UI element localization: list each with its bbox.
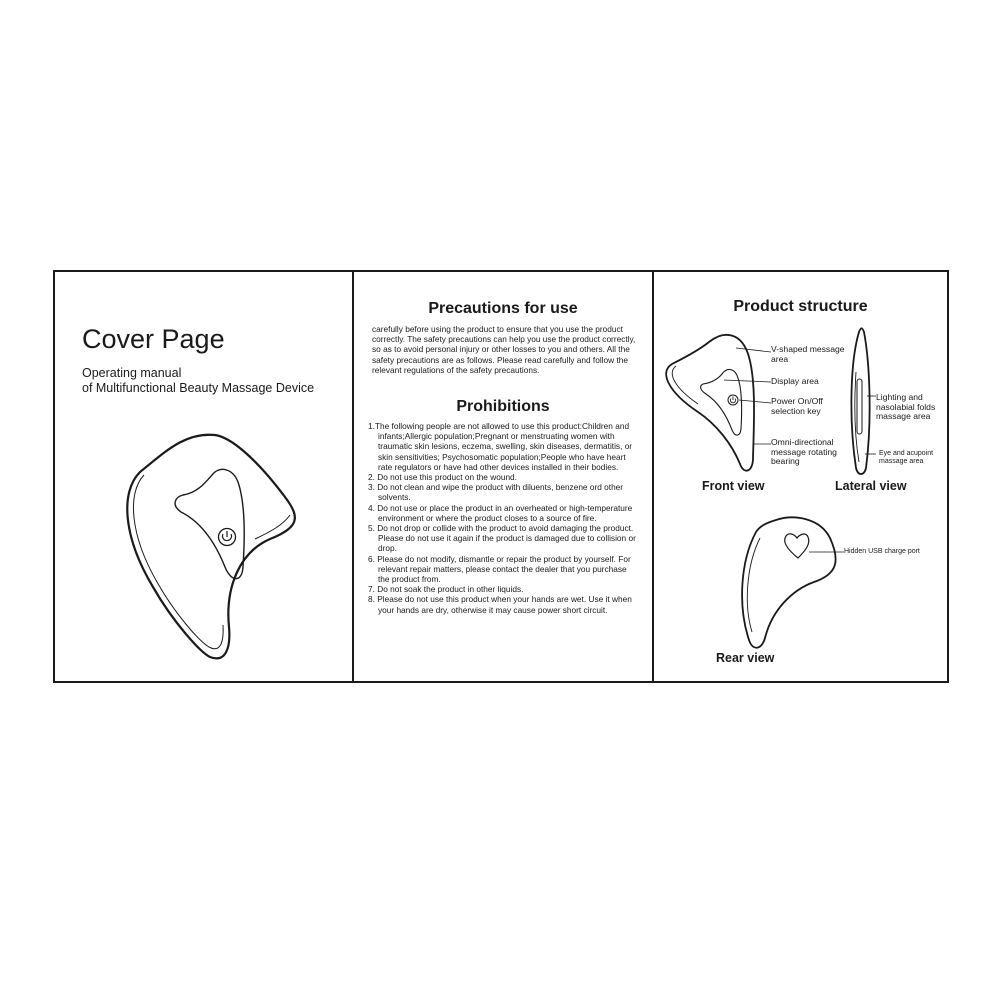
prohibitions-title: Prohibitions: [456, 398, 550, 415]
label-display: Display area: [771, 376, 819, 386]
structure-panel: [652, 272, 947, 681]
prohibition-item: 4. Do not use or place the product in an overheated or high-temperature environment or where the product closes to a source of fire.: [368, 502, 633, 523]
front-view-leaders: [724, 348, 771, 444]
power-icon: [728, 395, 738, 405]
label-lighting: Lighting and nasolabial folds massage area: [876, 392, 936, 422]
label-eye: Eye and acupoint massage area: [879, 450, 934, 465]
prohibitions-list: [368, 421, 638, 615]
structure-title: Product structure: [733, 298, 868, 315]
lateral-view-label: Lateral view: [835, 479, 907, 493]
label-usb: Hidden USB charge port: [844, 548, 920, 555]
prohibition-item: 5. Do not drop or collide with the product to avoid damaging the product. Please do not use it again if the product is damaged due to collision or drop.: [368, 523, 636, 554]
cover-panel: [55, 272, 352, 681]
precautions-title: Precautions for use: [428, 300, 578, 317]
front-view-label: Front view: [702, 479, 765, 493]
prohibition-item: 3. Do not clean and wipe the product with diluents, benzene ord other solvents.: [368, 482, 624, 503]
manual-sheet: [53, 270, 949, 683]
prohibition-item: 2. Do not use this product on the wound.: [368, 472, 517, 483]
rear-view-label: Rear view: [716, 651, 775, 665]
rear-view-device: [742, 517, 836, 647]
cover-subtitle: [82, 366, 314, 396]
label-v-shaped: V-shaped message area: [771, 344, 845, 364]
structure-diagram: [654, 272, 949, 681]
device-illustration: [115, 427, 305, 667]
prohibition-item: 1.The following people are not allowed to use this product:Children and infants;Allergic population;Pregnant or menstruating women with traumatic skin lesions, eczema, swelling, skin diseases, dermatitis, or skin sensitivities; Psychosomatic population;People who have heart rate regulators or have had other devices installed in their bodies.: [368, 421, 633, 472]
lateral-view-device: [851, 328, 869, 474]
prohibition-item: 6. Please do not modify, dismantle or repair the product by yourself. For relevant repair matters, please contact the dealer that you purchase the product from.: [368, 553, 631, 585]
power-icon: [219, 529, 236, 546]
cover-subtitle-line1: Operating manual: [82, 366, 182, 380]
precautions-text: carefully before using the product to ensure that you use the product correctly. The safety precautions can help you use the product correctly, so as to avoid personal injury or other losses to you and others. All the safety precautions are as follows. Please read carefully and follow the relevant regulations of the safety precautions.: [372, 324, 636, 375]
prohibition-item: 8. Please do not use this product when your hands are wet. Use it when your hands are dry, otherwise it may cause power short circuit.: [368, 594, 632, 615]
front-view-device: [666, 335, 754, 471]
precautions-panel: [352, 272, 652, 681]
prohibition-item: 7. Do not soak the product in other liquids.: [368, 584, 524, 595]
label-omni: Omni-directional message rotating bearing: [771, 437, 837, 467]
cover-title: Cover Page: [82, 324, 225, 354]
label-power: Power On/Off selection key: [771, 396, 823, 416]
cover-subtitle-line2: of Multifunctional Beauty Massage Device: [82, 381, 315, 395]
